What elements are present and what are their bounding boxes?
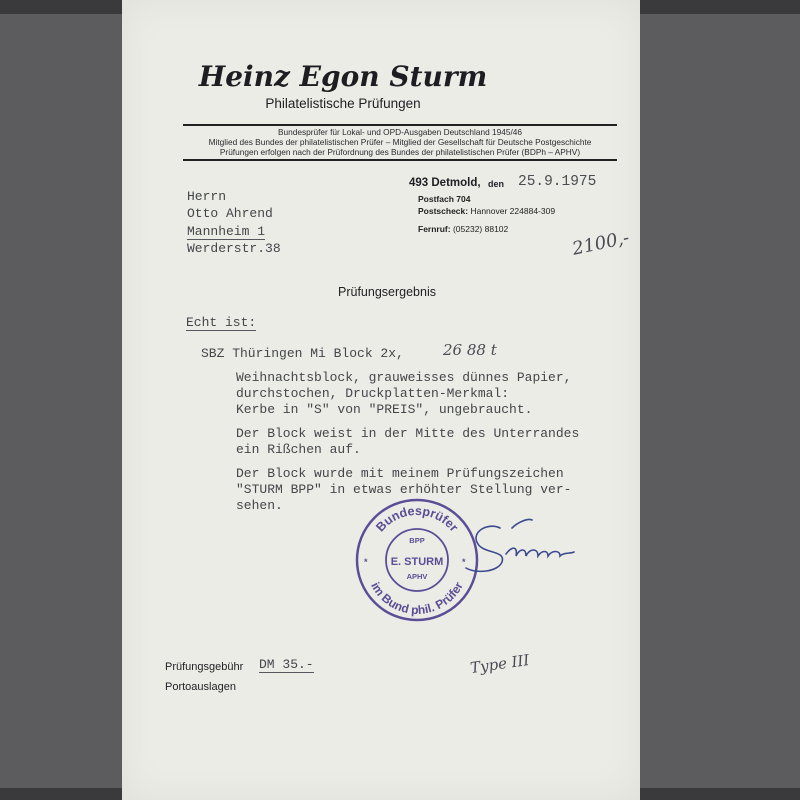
handwritten-type-note: Type III	[469, 650, 531, 678]
stamp-bottom-text: im Bund phil. Prüfer	[368, 579, 466, 618]
paragraph-1-line-2: durchstochen, Druckplatten-Merkmal:	[236, 386, 510, 401]
postscheck: Postscheck: Hannover 224884-309	[418, 206, 556, 216]
fee-value: DM 35.-	[259, 657, 314, 672]
paragraph-3-line-2: "STURM BPP" in etwas erhöhter Stellung ver-	[236, 482, 572, 497]
stamp-aphv: APHV	[406, 572, 428, 581]
postage-label: Portoauslagen	[165, 681, 236, 693]
paragraph-1-line-3: Kerbe in "S" von "PREIS", ungebraucht.	[236, 402, 533, 417]
paragraph-3-line-1: Der Block wurde mit meinem Prüfungszeichen	[236, 466, 564, 481]
echt-ist-label: Echt ist:	[186, 315, 257, 330]
stamp-top-text: Bundesprüfer	[373, 503, 461, 535]
fee-label: Prüfungsgebühr	[165, 661, 244, 673]
result-heading: Prüfungsergebnis	[338, 285, 436, 299]
letterhead-rule-bottom	[183, 159, 617, 161]
recipient-line-1: Herrn	[187, 189, 227, 204]
paragraph-3-line-3: sehen.	[236, 498, 283, 513]
letterhead-name: Heinz Egon Sturm	[198, 60, 488, 93]
paragraph-2-line-1: Der Block weist in der Mitte des Unterrandes	[236, 426, 580, 441]
stamp-star-right: *	[462, 557, 466, 567]
recipient-line-2: Otto Ahrend	[187, 206, 273, 221]
recipient-line-4: Werderstr.38	[187, 241, 281, 256]
place-den: den	[488, 179, 505, 189]
handwritten-catalog-note: 26 88 t	[443, 341, 497, 359]
postfach: Postfach 704	[418, 194, 471, 204]
stamp-bpp: BPP	[409, 536, 425, 545]
letterhead-line-1: Bundesprüfer für Lokal- und OPD-Ausgaben Deutschland 1945/46	[278, 127, 522, 137]
paragraph-2-line-2: ein Rißchen auf.	[236, 442, 361, 457]
letter-date: 25.9.1975	[518, 174, 597, 190]
stamp-name: E. STURM	[390, 556, 444, 568]
fernruf: Fernruf: (05232) 88102	[418, 224, 509, 234]
letterhead-rule-top	[183, 124, 617, 126]
handwritten-price: 2100,-	[570, 227, 632, 260]
letterhead-subtitle: Philatelistische Prüfungen	[265, 96, 421, 111]
letterhead-line-2: Mitglied des Bundes der philatelistischen Prüfer – Mitglied der Gesellschaft für Deutsche Postgeschichte	[208, 137, 592, 147]
place-city: 493 Detmold,	[409, 177, 481, 189]
handwritten-signature	[448, 510, 588, 590]
stamp-star-left: *	[364, 557, 368, 567]
paragraph-1-line-1: Weihnachtsblock, grauweisses dünnes Papier,	[236, 370, 572, 385]
letterhead-line-3: Prüfungen erfolgen nach der Prüfordnung des Bundes der philatelistischen Prüfer (BDPh – APHV)	[219, 147, 581, 157]
recipient-line-3: Mannheim 1	[187, 224, 266, 239]
item-line: SBZ Thüringen Mi Block 2x,	[201, 346, 404, 361]
